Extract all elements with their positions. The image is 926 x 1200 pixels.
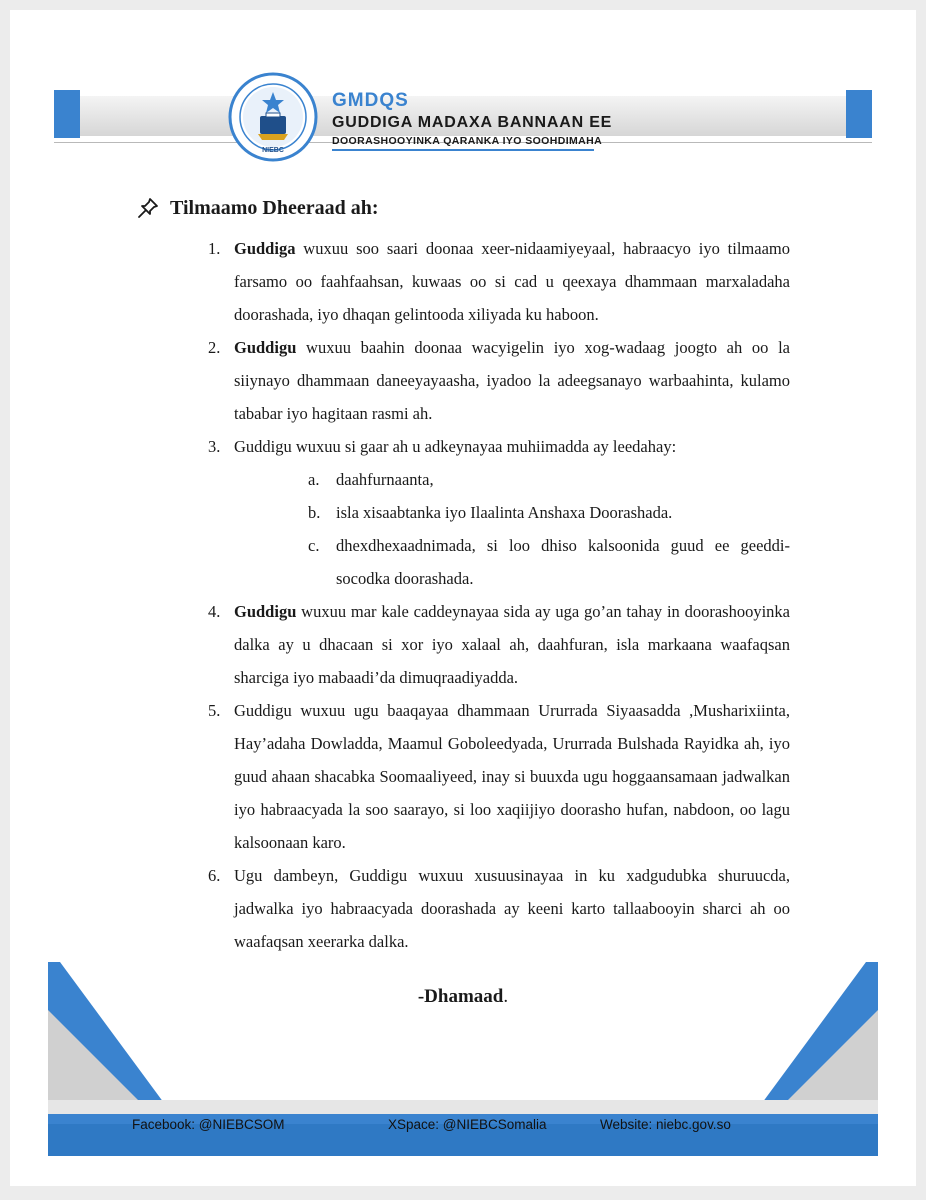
item-number: 5. xyxy=(208,701,221,720)
item-text: Guddigu wuxuu baahin doonaa wacyigelin iyo xog-wadaag joogto ah oo la siiynayo dhammaan daneeyayaasha, iyadoo la adeegsanayo warbaahinta, kulamo tababar iyo hagitaan rasmi ah. xyxy=(234,338,790,423)
sub-list-item xyxy=(308,496,790,529)
sub-item-text: isla xisaabtanka iyo Ilaalinta Anshaxa Doorashada. xyxy=(336,503,673,522)
sub-item-text: daahfurnaanta, xyxy=(336,470,434,489)
sub-item-text: dhexdhexaadnimada, si loo dhiso kalsoonida guud ee geeddi-socodka doorashada. xyxy=(336,536,790,588)
org-name: GUDDIGA MADAXA BANNAAN EE xyxy=(332,114,613,131)
item-number: 6. xyxy=(208,866,221,885)
item-number: 3. xyxy=(208,437,221,456)
document-page xyxy=(10,10,916,1186)
item-text: Ugu dambeyn, Guddigu wuxuu xusuusinayaa in ku xadgudubka shuruucda, jadwalka iyo habraacyada doorashada ay keeni karto tallaabooyin sharci ah oo waafaqsan xeerarka dalka. xyxy=(234,866,790,951)
website-link[interactable]: Website: niebc.gov.so xyxy=(600,1117,731,1132)
closing-period: . xyxy=(503,986,509,1007)
item-number: 1. xyxy=(208,239,221,258)
item-number: 4. xyxy=(208,602,221,621)
list-item xyxy=(208,232,790,331)
header-accent-left xyxy=(54,90,80,138)
sub-item-letter: b. xyxy=(308,503,321,522)
section-title xyxy=(136,196,379,220)
list-item xyxy=(208,859,790,958)
org-abbreviation: GMDQS xyxy=(332,90,409,111)
sub-list-item xyxy=(308,463,790,496)
item-text: Guddiga wuxuu soo saari doonaa xeer-nidaamiyeyaal, habraacyo iyo tilmaamo farsamo oo faahfaahsan, kuwaas oo si cad u qeexaya dhammaan marxaladaha doorashada, iyo dhaqan gelintooda xiliyada ku haboon. xyxy=(234,239,790,324)
section-title-text: Tilmaamo Dheeraad ah: xyxy=(170,196,379,219)
org-subtitle: DOORASHOOYINKA QARANKA IYO SOOHDIMAHA xyxy=(332,135,603,147)
closing-word: -Dhamaad xyxy=(417,986,504,1007)
pushpin-icon xyxy=(136,196,160,220)
sub-item-letter: a. xyxy=(308,470,320,489)
sub-list xyxy=(234,463,790,595)
list-item xyxy=(208,595,790,694)
header-accent-right xyxy=(846,90,872,138)
item-text: Guddigu wuxuu si gaar ah u adkeynayaa muhiimadda ay leedahay: xyxy=(234,437,677,456)
logo-text: NIEBC xyxy=(262,147,284,154)
xspace-link[interactable]: XSpace: @NIEBCSomalia xyxy=(388,1117,547,1132)
item-text: Guddigu wuxuu mar kale caddeynayaa sida ay uga go’an tahay in doorashooyinka dalka ay u dhacaan si xor iyo xalaal ah, daahfuran, isla markaana waafaqsan sharciga iyo mabaadi’da dimuqraadiyadda. xyxy=(234,602,790,687)
list-item xyxy=(208,331,790,430)
list-item xyxy=(208,430,790,595)
item-lead: Guddiga xyxy=(234,239,296,258)
facebook-link[interactable]: Facebook: @NIEBCSOM xyxy=(132,1117,285,1132)
item-number: 2. xyxy=(208,338,221,357)
sub-list-item xyxy=(308,529,790,595)
footer-contacts xyxy=(10,1117,916,1139)
instruction-list xyxy=(208,232,790,958)
list-item xyxy=(208,694,790,859)
item-lead: Guddigu xyxy=(234,338,297,357)
item-lead: Guddigu xyxy=(234,602,297,621)
closing-mark xyxy=(10,986,916,1008)
sub-item-letter: c. xyxy=(308,536,320,555)
subtitle-underline xyxy=(332,149,594,151)
niebc-logo-icon xyxy=(228,72,318,162)
item-text: Guddigu wuxuu ugu baaqayaa dhammaan Ururrada Siyaasadda ,Musharixiinta, Hay’adaha Dowladda, Maamul Goboleedyada, Ururrada Bulshada Rayidka ah, iyo guud ahaan shacabka Soomaaliyeed, inay si buuxda ugu hoggaansamaan jadwalkan iyo habraacyada la soo saarayo, si loo xaqiijiyo doorasho hufan, nabdoon, oo lagu kalsoonaan karo. xyxy=(234,701,790,852)
